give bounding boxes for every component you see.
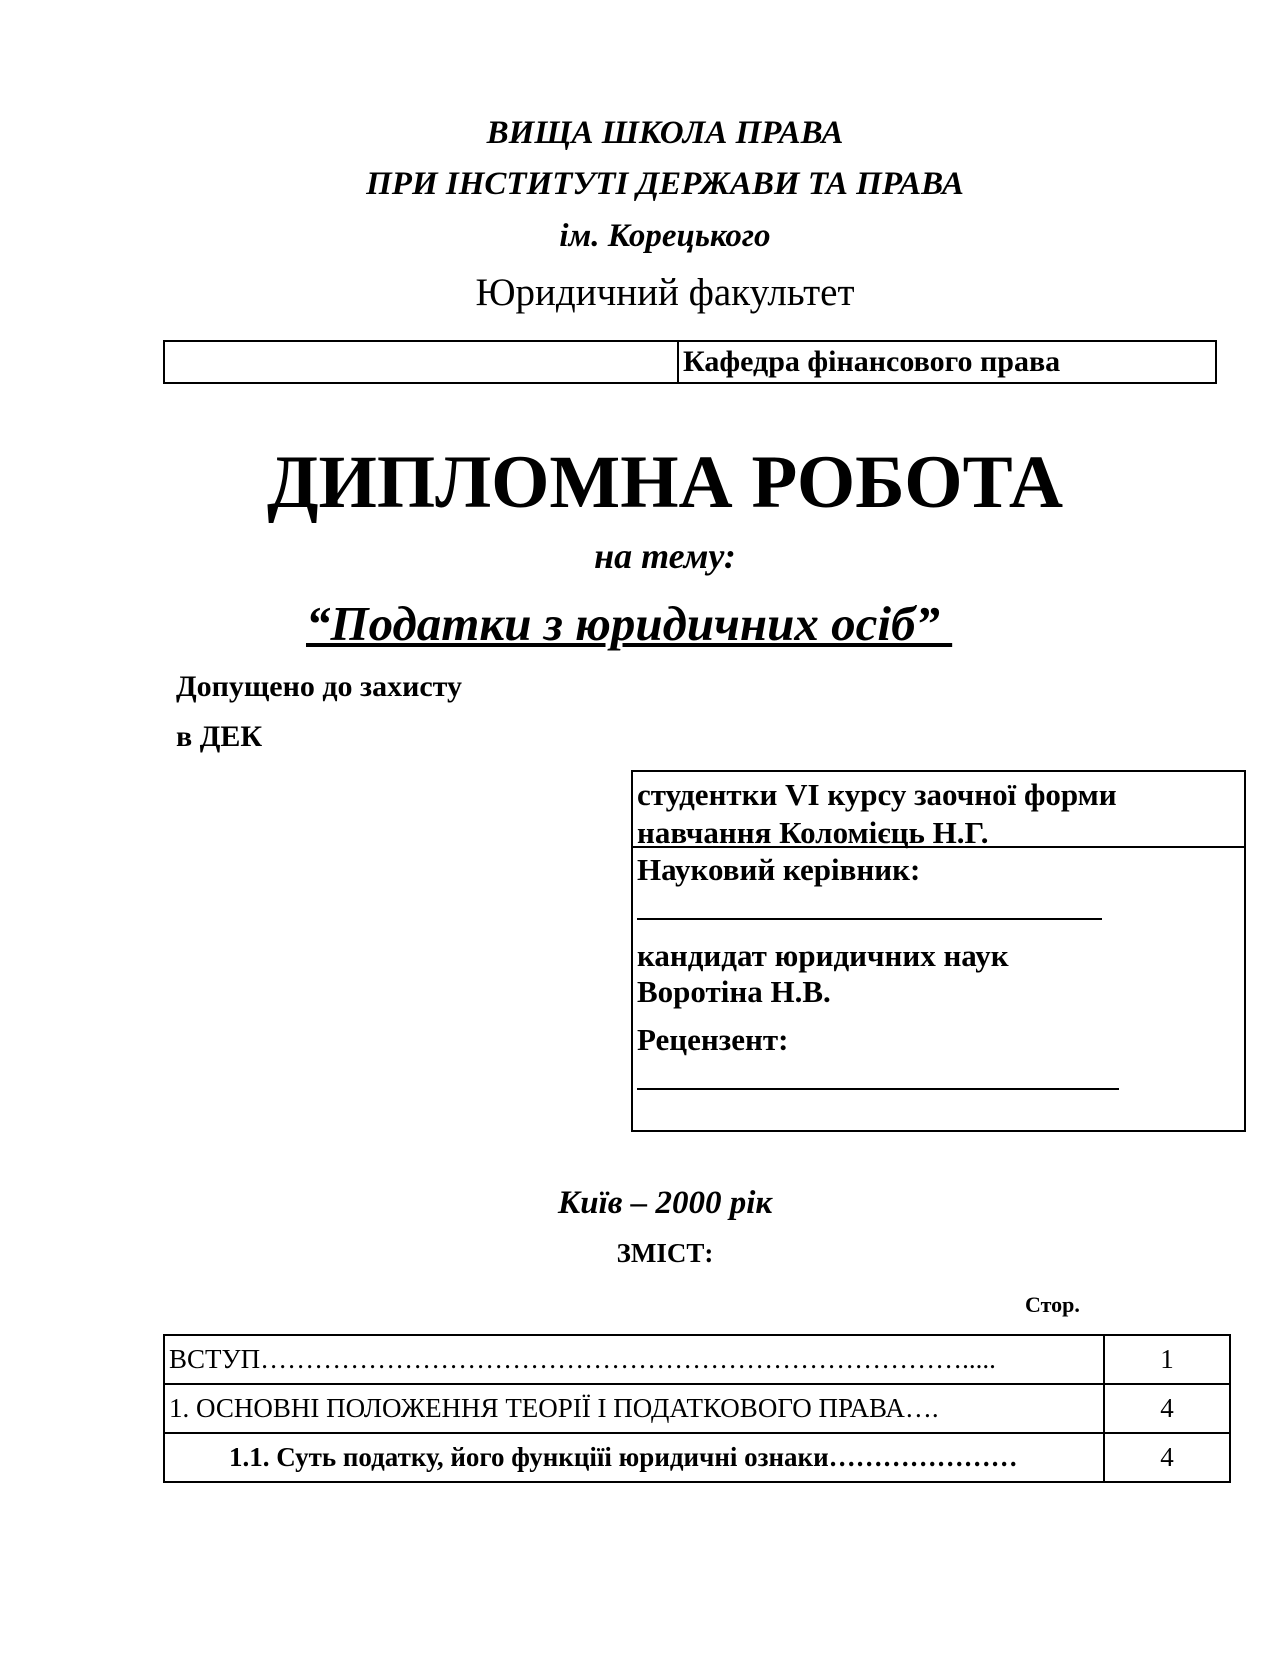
admission-line2: в ДЕК — [176, 720, 263, 753]
toc-title: ЗМІСТ: — [616, 1238, 714, 1268]
faculty-name: Юридичний факультет — [475, 271, 855, 314]
admission-line1: Допущено до захисту — [176, 670, 463, 703]
department-table-empty-cell — [165, 342, 679, 382]
document-title: ДИПЛОМНА РОБОТА — [266, 441, 1064, 524]
author-info-table — [631, 770, 1246, 1132]
supervisor-cell — [633, 848, 1244, 1090]
institution-name-line3: ім. Корецького — [559, 218, 771, 254]
toc-row[interactable] — [164, 1433, 1230, 1482]
department-name: Кафедра фінансового права — [683, 345, 1061, 378]
supervisor-signature-line — [637, 916, 1102, 920]
table-of-contents — [163, 1334, 1231, 1483]
institution-name-line2: ПРИ ІНСТИТУТІ ДЕРЖАВИ ТА ПРАВА — [366, 166, 964, 202]
supervisor-name: Воротіна Н.В. — [637, 974, 831, 1009]
toc-row[interactable] — [164, 1335, 1230, 1384]
toc-entry-page: 4 — [1104, 1433, 1230, 1482]
student-line1: студентки VI курсу заочної форми — [637, 777, 1117, 812]
supervisor-title: кандидат юридичних наук — [637, 938, 1009, 973]
institution-name-line1: ВИЩА ШКОЛА ПРАВА — [486, 115, 844, 151]
toc-entry-text: 1.1. Суть податку, його функціїі юридичні ознаки………………… — [164, 1433, 1104, 1482]
toc-entry-page: 4 — [1104, 1384, 1230, 1433]
thesis-subject: “Податки з юридичних осіб” — [306, 596, 953, 651]
toc-entry-text: ВСТУП……………………………………………………………………..... — [164, 1335, 1104, 1384]
toc-page-column-label: Стор. — [1025, 1292, 1080, 1317]
toc-entry-page: 1 — [1104, 1335, 1230, 1384]
toc-entry-text: 1. ОСНОВНІ ПОЛОЖЕННЯ ТЕОРІЇ І ПОДАТКОВОГО ПРАВА…. — [164, 1384, 1104, 1433]
reviewer-signature-line — [637, 1086, 1119, 1090]
subject-label: на тему: — [594, 536, 736, 576]
supervisor-label: Науковий керівник: — [637, 852, 921, 887]
toc-row[interactable] — [164, 1384, 1230, 1433]
reviewer-label: Рецензент: — [637, 1022, 789, 1057]
student-cell — [633, 772, 1244, 848]
city-year: Київ – 2000 рік — [557, 1185, 773, 1221]
student-line2: навчання Коломієць Н.Г. — [637, 815, 989, 850]
department-table — [163, 340, 1217, 384]
